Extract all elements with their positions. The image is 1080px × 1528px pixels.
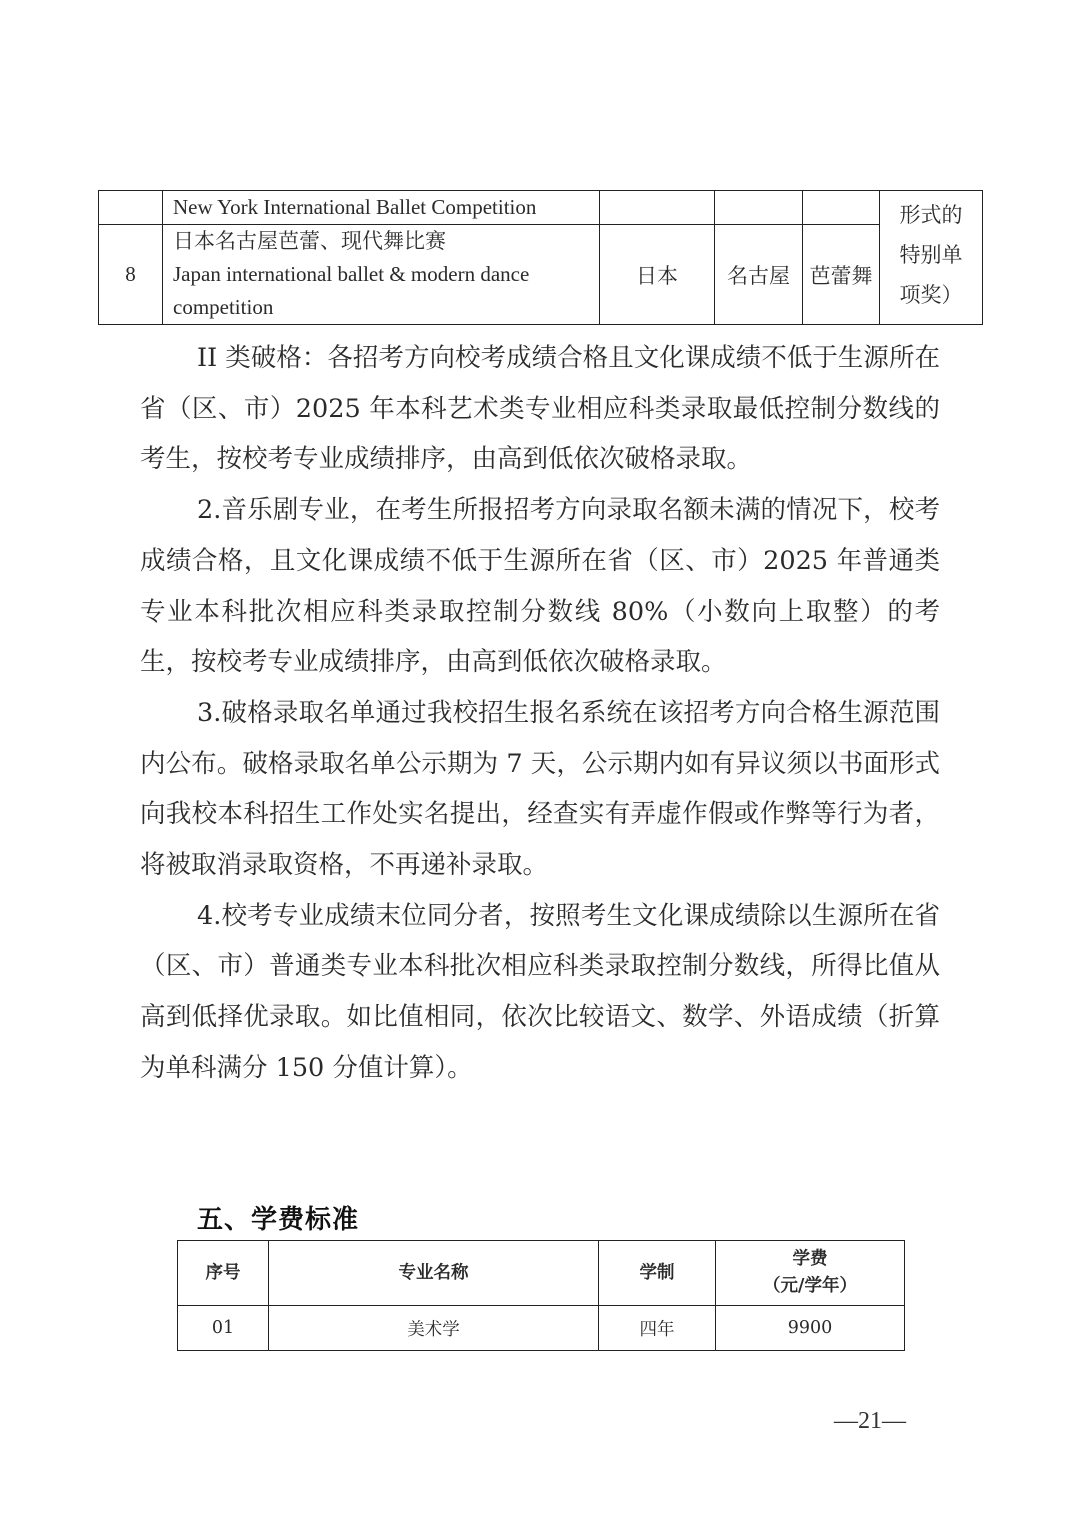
header-fee: 学费 （元/学年） xyxy=(716,1241,905,1306)
header-major: 专业名称 xyxy=(269,1241,599,1306)
cell-fee: 9900 xyxy=(716,1306,905,1351)
category-cell xyxy=(803,191,880,225)
number-cell xyxy=(99,191,163,225)
city-cell xyxy=(715,191,803,225)
note-cell: 形式的 特别单 项奖） xyxy=(880,191,983,325)
table-row xyxy=(178,1306,905,1351)
page-number: —21— xyxy=(834,1408,906,1434)
competition-name-cell: 日本名古屋芭蕾、现代舞比赛 Japan international ballet & modern dance competition xyxy=(163,225,600,325)
city-cell: 名古屋 xyxy=(715,225,803,325)
table-row xyxy=(99,191,983,225)
country-cell xyxy=(600,191,715,225)
header-duration: 学制 xyxy=(599,1241,716,1306)
cell-major: 美术学 xyxy=(269,1306,599,1351)
category-cell: 芭蕾舞 xyxy=(803,225,880,325)
paragraph-class-ii: II 类破格：各招考方向校考成绩合格且文化课成绩不低于生源所在省（区、市）2025 年本科艺术类专业相应科类录取最低控制分数线的考生，按校考专业成绩排序，由高到低依次破格录取。 xyxy=(140,343,940,475)
body-text xyxy=(140,333,940,1094)
number-cell: 8 xyxy=(99,225,163,325)
competition-name-cell: New York International Ballet Competition xyxy=(163,191,600,225)
cell-no: 01 xyxy=(178,1306,269,1351)
section-heading: 五、学费标准 xyxy=(197,1205,360,1235)
paragraph-2: 2.音乐剧专业，在考生所报招考方向录取名额未满的情况下，校考成绩合格，且文化课成绩不低于生源所在省（区、市）2025 年普通类专业本科批次相应科类录取控制分数线 80%（小数向上取整）的考生，按校考专业成绩排序，由高到低依次破格录取。 xyxy=(140,495,940,678)
header-no: 序号 xyxy=(178,1241,269,1306)
competition-table xyxy=(98,190,983,325)
table-row xyxy=(99,225,983,325)
table-header-row xyxy=(178,1241,905,1306)
country-cell: 日本 xyxy=(600,225,715,325)
fee-table xyxy=(177,1240,905,1351)
paragraph-3: 3.破格录取名单通过我校招生报名系统在该招考方向合格生源范围内公布。破格录取名单公示期为 7 天，公示期内如有异议须以书面形式向我校本科招生工作处实名提出，经查实有弄虚作假或作弊等行为者，将被取消录取资格，不再递补录取。 xyxy=(140,697,940,881)
paragraph-4: 4.校考专业成绩末位同分者，按照考生文化课成绩除以生源所在省（区、市）普通类专业本科批次相应科类录取控制分数线，所得比值从高到低择优录取。如比值相同，依次比较语文、数学、外语成绩（折算为单科满分 150 分值计算）。 xyxy=(140,900,940,1083)
cell-duration: 四年 xyxy=(599,1306,716,1351)
